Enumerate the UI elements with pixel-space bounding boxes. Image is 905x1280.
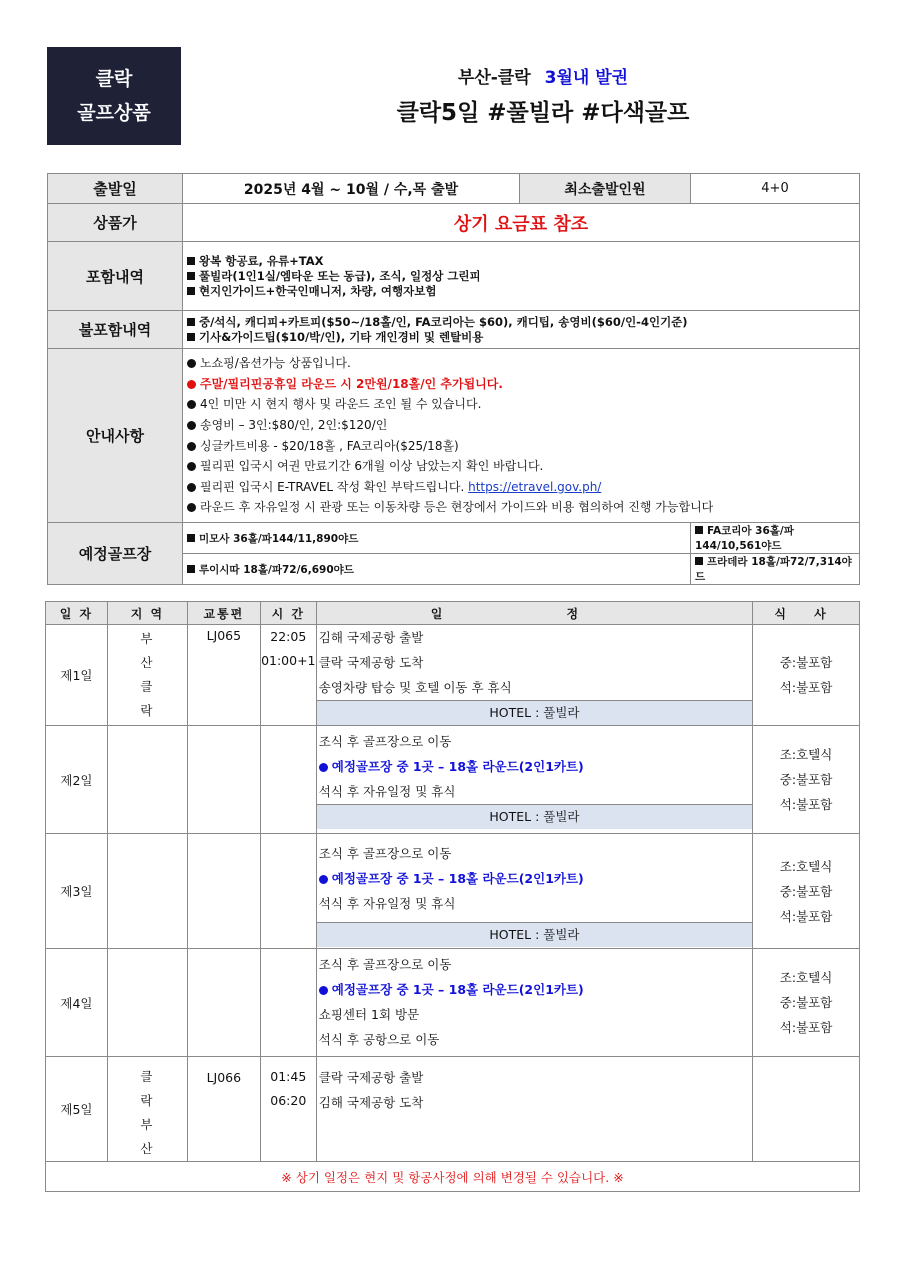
excluded-label: 불포함내역 — [48, 311, 183, 349]
note-item: 필리핀 입국시 여권 만료기간 6개월 이상 남았는지 확인 바랍니다. — [187, 456, 855, 477]
bullet-icon — [187, 359, 196, 368]
departure-value: 2025년 4월 ~ 10월 / 수,목 출발 — [183, 174, 520, 204]
time-cell: 22:05 01:00+1 — [260, 625, 316, 726]
bullet-icon — [187, 462, 196, 471]
square-bullet-icon — [695, 557, 703, 565]
booking-deadline: 3월내 발권 — [544, 68, 629, 88]
col-header-meals: 식 사 — [753, 602, 860, 625]
product-info-table — [47, 173, 860, 585]
note-item: 노쇼핑/옵션가능 상품입니다. — [187, 353, 855, 374]
square-bullet-icon — [187, 534, 195, 542]
flight-cell — [187, 949, 260, 1057]
blue-bullet-icon — [319, 986, 328, 995]
square-bullet-icon — [187, 287, 195, 295]
bullet-icon — [187, 503, 196, 512]
note-item: 송영비 – 3인:$80/인, 2인:$120/인 — [187, 415, 855, 436]
day-label: 제4일 — [46, 949, 108, 1057]
region-cell — [107, 726, 187, 834]
excluded-item: 중/석식, 캐디피+카트피($50~/18홀/인, FA코리아는 $60), 캐디팁, 송영비($60/인-4인기준) — [187, 315, 855, 330]
itinerary-table — [45, 601, 860, 1192]
plan-cell: 조식 후 골프장으로 이동 예정골프장 중 1곳 – 18홀 라운드(2인1카트) 쇼핑센터 1회 방문 석식 후 공항으로 이동 — [316, 949, 752, 1057]
included-list — [183, 242, 860, 311]
square-bullet-icon — [695, 526, 703, 534]
square-bullet-icon — [187, 333, 195, 341]
note-item: 4인 미만 시 현지 행사 및 라운드 조인 될 수 있습니다. — [187, 394, 855, 415]
badge-line-2: 골프상품 — [77, 102, 151, 124]
flight-number: LJ065 — [187, 625, 260, 726]
courses-label: 예정골프장 — [48, 523, 183, 585]
meals-cell: 조:호텔식 중:불포함 석:불포함 — [753, 726, 860, 834]
day-label: 제2일 — [46, 726, 108, 834]
col-header-plan: 일 정 — [316, 602, 752, 625]
square-bullet-icon — [187, 272, 195, 280]
note-item: 싱글카트비용 - $20/18홀 , FA코리아($25/18홀) — [187, 436, 855, 457]
region-cell — [107, 834, 187, 949]
flight-cell — [187, 726, 260, 834]
bullet-icon — [187, 442, 196, 451]
bullet-icon — [187, 421, 196, 430]
time-cell — [260, 834, 316, 949]
badge-line-1: 클락 — [95, 68, 133, 90]
region-cell: 부산 클락 — [107, 625, 187, 726]
price-label: 상품가 — [48, 204, 183, 242]
hotel-info: HOTEL : 풀빌라 — [317, 804, 752, 829]
departure-label: 출발일 — [48, 174, 183, 204]
note-item: 라운드 후 자유일정 시 관광 또는 이동차량 등은 현장에서 가이드와 비용 협의하여 진행 가능합니다 — [187, 497, 855, 518]
table-row — [46, 625, 860, 726]
notes-list — [183, 349, 860, 523]
flight-number: LJ066 — [187, 1057, 260, 1162]
meals-cell — [753, 1057, 860, 1162]
plan-cell: 클락 국제공항 출발 김해 국제공항 도착 — [316, 1057, 752, 1162]
included-label: 포함내역 — [48, 242, 183, 311]
included-item: 현지인가이드+한국인매니저, 차량, 여행자보험 — [187, 284, 855, 299]
price-value: 상기 요금표 참조 — [183, 204, 860, 242]
red-bullet-icon — [187, 380, 196, 389]
plan-cell: 조식 후 골프장으로 이동 예정골프장 중 1곳 – 18홀 라운드(2인1카트) 석식 후 자유일정 및 휴식 HOTEL : 풀빌라 — [316, 726, 752, 834]
plan-cell: 조식 후 골프장으로 이동 예정골프장 중 1곳 – 18홀 라운드(2인1카트) 석식 후 자유일정 및 휴식 HOTEL : 풀빌라 — [316, 834, 752, 949]
table-row — [46, 949, 860, 1057]
course-item: 미모사 36홀/파144/11,890야드 — [183, 523, 691, 554]
plan-cell: 김해 국제공항 출발 클락 국제공항 도착 송영차량 탑승 및 호텔 이동 후 휴식 HOTEL : 풀빌라 — [316, 625, 752, 726]
region-cell: 클락 부산 — [107, 1057, 187, 1162]
route-text: 부산-클락 — [457, 68, 531, 88]
hotel-info: HOTEL : 풀빌라 — [317, 922, 752, 947]
hotel-info: HOTEL : 풀빌라 — [317, 700, 752, 725]
time-cell — [260, 949, 316, 1057]
day-label: 제3일 — [46, 834, 108, 949]
col-header-time: 시 간 — [260, 602, 316, 625]
included-item: 풀빌라(1인1실/엠타운 또는 동급), 조식, 일정상 그린피 — [187, 269, 855, 284]
time-cell: 01:45 06:20 — [260, 1057, 316, 1162]
table-row — [46, 834, 860, 949]
square-bullet-icon — [187, 318, 195, 326]
min-pax-label: 최소출발인원 — [520, 174, 691, 204]
bullet-icon — [187, 400, 196, 409]
day-label: 제5일 — [46, 1057, 108, 1162]
product-badge — [47, 47, 181, 145]
col-header-day: 일 자 — [46, 602, 108, 625]
col-header-transport: 교통편 — [187, 602, 260, 625]
blue-bullet-icon — [319, 875, 328, 884]
notes-label: 안내사항 — [48, 349, 183, 523]
min-pax-value: 4+0 — [691, 174, 860, 204]
excluded-item: 기사&가이드팁($10/박/인), 기타 개인경비 및 렌탈비용 — [187, 330, 855, 345]
etravel-link[interactable]: https://etravel.gov.ph/ — [468, 479, 602, 494]
page-title: 클락5일 #풀빌라 #다색골프 — [396, 100, 690, 126]
region-cell — [107, 949, 187, 1057]
table-row — [46, 726, 860, 834]
schedule-disclaimer: ※ 상기 일정은 현지 및 항공사정에 의해 변경될 수 있습니다. ※ — [46, 1162, 860, 1192]
note-item-warning: 주말/필리핀공휴일 라운드 시 2만원/18홀/인 추가됩니다. — [187, 374, 855, 395]
table-row — [46, 1057, 860, 1162]
blue-bullet-icon — [319, 763, 328, 772]
course-item: FA코리아 36홀/파144/10,561야드 — [691, 523, 860, 554]
meals-cell: 조:호텔식 중:불포함 석:불포함 — [753, 949, 860, 1057]
square-bullet-icon — [187, 565, 195, 573]
course-item: 루이시따 18홀/파72/6,690야드 — [183, 554, 691, 585]
flight-cell — [187, 834, 260, 949]
col-header-region: 지 역 — [107, 602, 187, 625]
square-bullet-icon — [187, 257, 195, 265]
subtitle — [181, 63, 905, 88]
note-item: 필리핀 입국시 E-TRAVEL 작성 확인 부탁드립니다. https://etravel.gov.ph/ — [187, 477, 855, 498]
excluded-list — [183, 311, 860, 349]
meals-cell: 중:불포함 석:불포함 — [753, 625, 860, 726]
day-label: 제1일 — [46, 625, 108, 726]
bullet-icon — [187, 483, 196, 492]
included-item: 왕복 항공료, 유류+TAX — [187, 254, 855, 269]
course-item: 프라데라 18홀/파72/7,314야드 — [691, 554, 860, 585]
meals-cell: 조:호텔식 중:불포함 석:불포함 — [753, 834, 860, 949]
time-cell — [260, 726, 316, 834]
